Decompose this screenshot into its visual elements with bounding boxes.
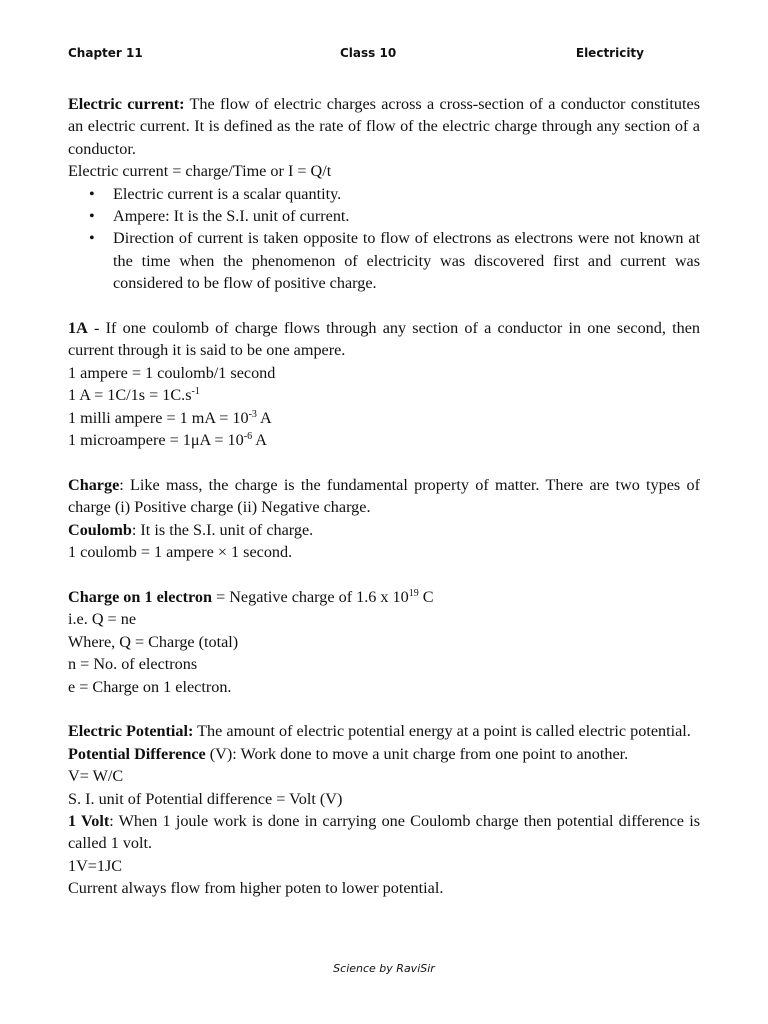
volt-heading: 1 Volt xyxy=(68,811,110,830)
electron-ie: i.e. Q = ne xyxy=(68,610,137,629)
potential-text: The amount of electric potential energy at a point is called electric potential. xyxy=(197,722,691,741)
bullet-item: • Electric current is a scalar quantity. xyxy=(113,183,700,205)
electric-current-definition xyxy=(68,93,700,160)
ampere-line-3 xyxy=(68,407,700,429)
ampere-line-4-base: 1 microampere = 1μA = 10 xyxy=(68,431,244,450)
potential-unit: S. I. unit of Potential difference = Volt (V) xyxy=(68,789,343,808)
electric-current-text: The flow of electric charges across a cross-section of a conductor constitutes an electric current. It is defined as the rate of flow of the electric charge through any section of a conductor. xyxy=(68,95,700,158)
potential-definition xyxy=(68,720,700,742)
charge-text: : Like mass, the charge is the fundamental property of matter. There are two types of charge (i) Positive charge (ii) Negative charge. xyxy=(68,475,700,517)
section-gap xyxy=(68,698,700,720)
bullet-item: • Ampere: It is the S.I. unit of current. xyxy=(113,205,700,227)
ampere-line-3-exponent: -3 xyxy=(248,408,257,420)
electric-current-formula: Electric current = charge/Time or I = Q/t xyxy=(68,162,332,181)
charge-heading: Charge xyxy=(68,475,120,494)
electron-charge-unit: C xyxy=(418,587,434,606)
page-footer: Science by RaviSir xyxy=(333,962,435,975)
page-content xyxy=(68,93,700,900)
charge-definition xyxy=(68,474,700,519)
section-gap xyxy=(68,564,700,586)
ampere-line-3-unit: A xyxy=(256,408,272,427)
ampere-line-2-exponent: -1 xyxy=(191,386,200,398)
potential-difference-heading: Potential Difference xyxy=(68,744,206,763)
current-flow-note: Current always flow from higher poten to lower potential. xyxy=(68,879,444,898)
electric-current-heading: Electric current: xyxy=(68,95,185,113)
electron-charge-exponent: 19 xyxy=(408,587,419,599)
electron-e: e = Charge on 1 electron. xyxy=(68,677,232,696)
ampere-line-4 xyxy=(68,429,700,451)
potential-heading: Electric Potential: xyxy=(68,722,194,741)
header-class: Class 10 xyxy=(340,46,397,60)
electron-charge-base: = Negative charge of 1.6 x 10 xyxy=(212,587,409,606)
coulomb-heading: Coulomb xyxy=(68,520,132,539)
section-gap xyxy=(68,295,700,317)
ampere-line-1: 1 ampere = 1 coulomb/1 second xyxy=(68,363,276,382)
electron-n: n = No. of electrons xyxy=(68,655,198,674)
electric-current-bullets xyxy=(68,183,700,295)
ampere-heading: 1A xyxy=(68,319,88,338)
electron-charge-line xyxy=(68,586,700,608)
electron-where: Where, Q = Charge (total) xyxy=(68,632,239,651)
header-subject: Electricity xyxy=(575,46,644,60)
volt-text: : When 1 joule work is done in carrying one Coulomb charge then potential difference is called 1 volt. xyxy=(68,811,700,853)
coulomb-text: : It is the S.I. unit of charge. xyxy=(131,520,314,539)
section-gap xyxy=(68,451,700,473)
ampere-line-4-unit: A xyxy=(252,431,267,450)
ampere-definition xyxy=(68,317,700,362)
volt-definition xyxy=(68,810,700,855)
ampere-text: - If one coulomb of charge flows through any section of a conductor in one second, then current through it is said to be one ampere. xyxy=(68,319,700,360)
header-chapter: Chapter 11 xyxy=(68,46,143,60)
volt-formula: 1V=1JC xyxy=(68,856,123,875)
coulomb-definition xyxy=(68,519,700,541)
potential-difference-text: (V): Work done to move a unit charge from one point to another. xyxy=(205,744,629,763)
ampere-line-3-base: 1 milli ampere = 1 mA = 10 xyxy=(68,408,249,427)
potential-formula: V= W/C xyxy=(68,767,124,786)
coulomb-line: 1 coulomb = 1 ampere × 1 second. xyxy=(68,543,293,562)
potential-difference-definition xyxy=(68,743,700,765)
ampere-line-2 xyxy=(68,384,700,406)
electron-charge-heading: Charge on 1 electron xyxy=(68,587,213,606)
page-header xyxy=(68,46,644,64)
ampere-line-2-base: 1 A = 1C/1s = 1C.s xyxy=(68,386,192,405)
ampere-line-4-exponent: -6 xyxy=(243,431,253,443)
bullet-item: • Direction of current is taken opposite to flow of electrons as electrons were not known at the time when the phenomenon of electricity was discovered first and current was considered to be flow of positive charge. xyxy=(113,227,700,294)
